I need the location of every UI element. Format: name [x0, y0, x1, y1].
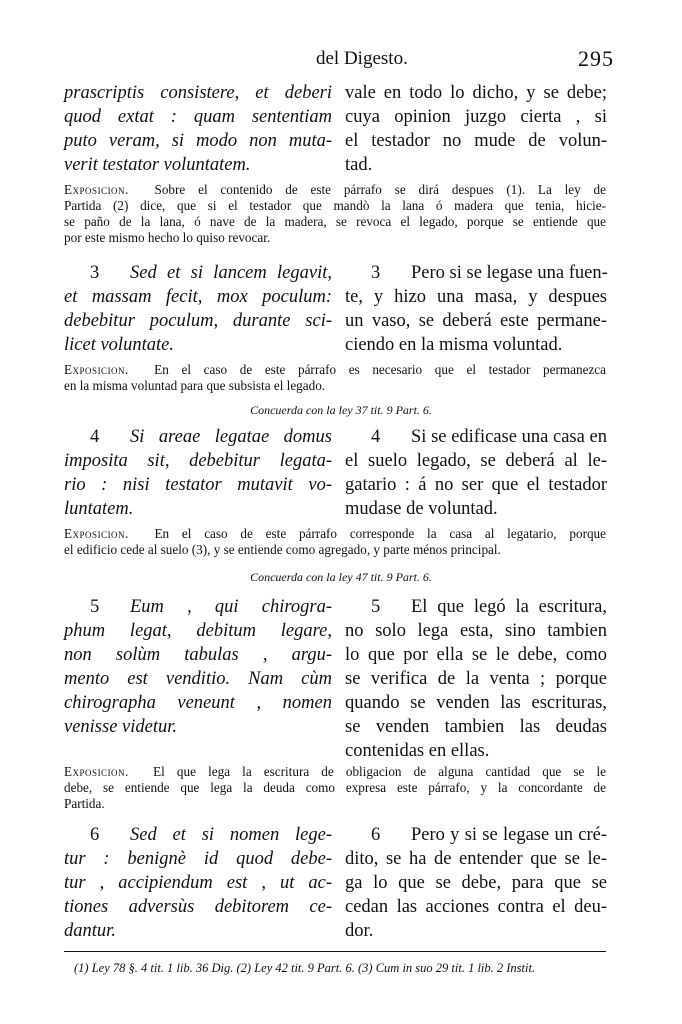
spanish-line: Si se edificase una casa en	[411, 427, 607, 447]
spanish-line: dor.	[345, 921, 374, 941]
exposicion-text: Partida (2) dice, que si el testador que mandò la lana ó madera que tenia, hicie-	[64, 198, 606, 213]
latin-line: venisse videtur.	[64, 717, 178, 737]
latin-line: dantur.	[64, 921, 116, 941]
paragraph-number: 5	[371, 597, 381, 617]
latin-line: debebitur poculum, durante sci-	[64, 311, 332, 331]
spanish-line: Pero y si se legase un cré-	[411, 825, 607, 845]
exposicion-note	[64, 764, 606, 812]
latin-line: Eum , qui chirogra-	[130, 597, 332, 617]
spanish-line: cuya opinion juzgo cierta , si	[345, 107, 607, 127]
latin-line: prascriptis consistere, et deberi	[64, 83, 332, 103]
latin-column	[64, 425, 332, 521]
latin-line: tur : benignè id quod debe-	[64, 849, 332, 869]
page-number: 295	[578, 46, 614, 71]
latin-line: chirographa veneunt , nomen	[64, 693, 332, 713]
footnotes: (1) Ley 78 §. 4 tit. 1 lib. 36 Dig. (2) Ley 42 tit. 9 Part. 6. (3) Cum in suo 29 tit. 1 lib. 2 Instit.	[74, 961, 536, 975]
spanish-line: ciendo en la misma voluntad.	[345, 335, 563, 355]
spanish-line: vale en todo lo dicho, y se debe;	[345, 83, 607, 103]
paragraph-5	[64, 595, 606, 763]
latin-line: Sed et si lancem legavit,	[130, 263, 332, 283]
latin-line: verit testator voluntatem.	[64, 155, 251, 175]
latin-line: tur , accipiendum est , ut ac-	[64, 873, 332, 893]
latin-line: Si areae legatae domus	[130, 427, 332, 447]
exposicion-text: Partida.	[64, 796, 105, 811]
concordance-note: Concuerda con la ley 47 tit. 9 Part. 6.	[250, 570, 432, 584]
latin-line: et massam fecit, mox poculum:	[64, 287, 332, 307]
exposicion-text: por este mismo hecho lo quiso revocar.	[64, 230, 271, 245]
spanish-line: el suelo legado, se deberá al le-	[345, 451, 607, 471]
latin-column	[64, 823, 332, 943]
spanish-line: un vaso, se deberá este permane-	[345, 311, 607, 331]
paragraph-number: 4	[90, 427, 100, 447]
spanish-line: dito, se ha de entender que se le-	[345, 849, 607, 869]
exposicion-text: En el caso de este párrafo corresponde la casa al legatario, porque	[154, 526, 606, 541]
latin-column	[64, 595, 332, 739]
spanish-line: el testador no mude de volun-	[345, 131, 607, 151]
paragraph-number: 6	[371, 825, 381, 845]
exposicion-note	[64, 182, 606, 246]
latin-line: luntatem.	[64, 499, 134, 519]
exposicion-text: debe, se entiende que lega la deuda como expresa este párrafo, y la concordante de	[64, 780, 606, 795]
latin-line: imposita sit, debebitur legata-	[64, 451, 332, 471]
spanish-line: gatario : á no ser que el testador	[345, 475, 607, 495]
paragraph-number: 3	[90, 263, 100, 283]
running-title: del Digesto.	[316, 48, 408, 69]
spanish-column	[345, 81, 607, 177]
spanish-column	[345, 595, 607, 763]
latin-line: rio : nisi testator mutavit vo-	[64, 475, 332, 495]
spanish-line: mudase de voluntad.	[345, 499, 498, 519]
spanish-line: se venden tambien las deudas	[345, 717, 607, 737]
latin-line: mento est venditio. Nam cùm	[64, 669, 332, 689]
latin-line: licet voluntate.	[64, 335, 174, 355]
spanish-line: El que legó la escritura,	[411, 597, 607, 617]
spanish-line: tad.	[345, 155, 373, 175]
latin-line: puto veram, si modo non muta-	[64, 131, 332, 151]
spanish-line: contenidas en ellas.	[345, 741, 490, 761]
latin-line: quod extat : quam sententiam	[64, 107, 332, 127]
paragraph-continuation	[64, 81, 606, 177]
exposicion-label: Exposicion.	[64, 362, 129, 377]
page-header	[60, 44, 614, 84]
spanish-line: se verifica de la venta ; porque	[345, 669, 607, 689]
paragraph-6	[64, 823, 606, 943]
paragraph-4	[64, 425, 606, 521]
exposicion-text: se paño de la lana, ó nave de la madera, se revoca el legado, porque se entiende que	[64, 214, 606, 229]
spanish-column	[345, 261, 607, 357]
spanish-line: te, y hizo una masa, y despues	[345, 287, 607, 307]
spanish-line: Pero si se legase una fuen-	[411, 263, 608, 283]
exposicion-text: en la misma voluntad para que subsista el legado.	[64, 378, 326, 393]
exposicion-text: El que lega la escritura de obligacion de alguna cantidad que se le	[153, 764, 607, 779]
spanish-column	[345, 425, 607, 521]
spanish-line: lo que por ella se le debe, como	[345, 645, 607, 665]
spanish-line: quando se venden las escrituras,	[345, 693, 607, 713]
spanish-column	[345, 823, 607, 943]
exposicion-text: el edificio cede al suelo (3), y se entiende como agregado, y parte ménos principal.	[64, 542, 501, 557]
spanish-line: ga lo que se debe, para que se	[345, 873, 607, 893]
exposicion-note	[64, 526, 606, 558]
paragraph-number: 5	[90, 597, 100, 617]
latin-line: tiones adversùs debitorem ce-	[64, 897, 332, 917]
exposicion-label: Exposicion.	[64, 526, 129, 541]
exposicion-text: En el caso de este párrafo es necesario que el testador permanezca	[154, 362, 607, 377]
paragraph-number: 6	[90, 825, 100, 845]
footnote-rule	[64, 951, 606, 952]
paragraph-3	[64, 261, 606, 357]
latin-line: non solùm tabulas , argu-	[64, 645, 332, 665]
paragraph-number: 3	[371, 263, 381, 283]
spanish-line: no solo lega esta, sino tambien	[345, 621, 607, 641]
concordance-note: Concuerda con la ley 37 tit. 9 Part. 6.	[250, 403, 432, 417]
latin-line: Sed et si nomen lege-	[130, 825, 332, 845]
latin-column	[64, 81, 332, 177]
latin-line: phum legat, debitum legare,	[64, 621, 332, 641]
spanish-line: cedan las acciones contra el deu-	[345, 897, 607, 917]
paragraph-number: 4	[371, 427, 381, 447]
exposicion-label: Exposicion.	[64, 764, 129, 779]
exposicion-text: Sobre el contenido de este párrafo se dirá despues (1). La ley de	[154, 182, 607, 197]
exposicion-note	[64, 362, 606, 394]
latin-column	[64, 261, 332, 357]
exposicion-label: Exposicion.	[64, 182, 129, 197]
